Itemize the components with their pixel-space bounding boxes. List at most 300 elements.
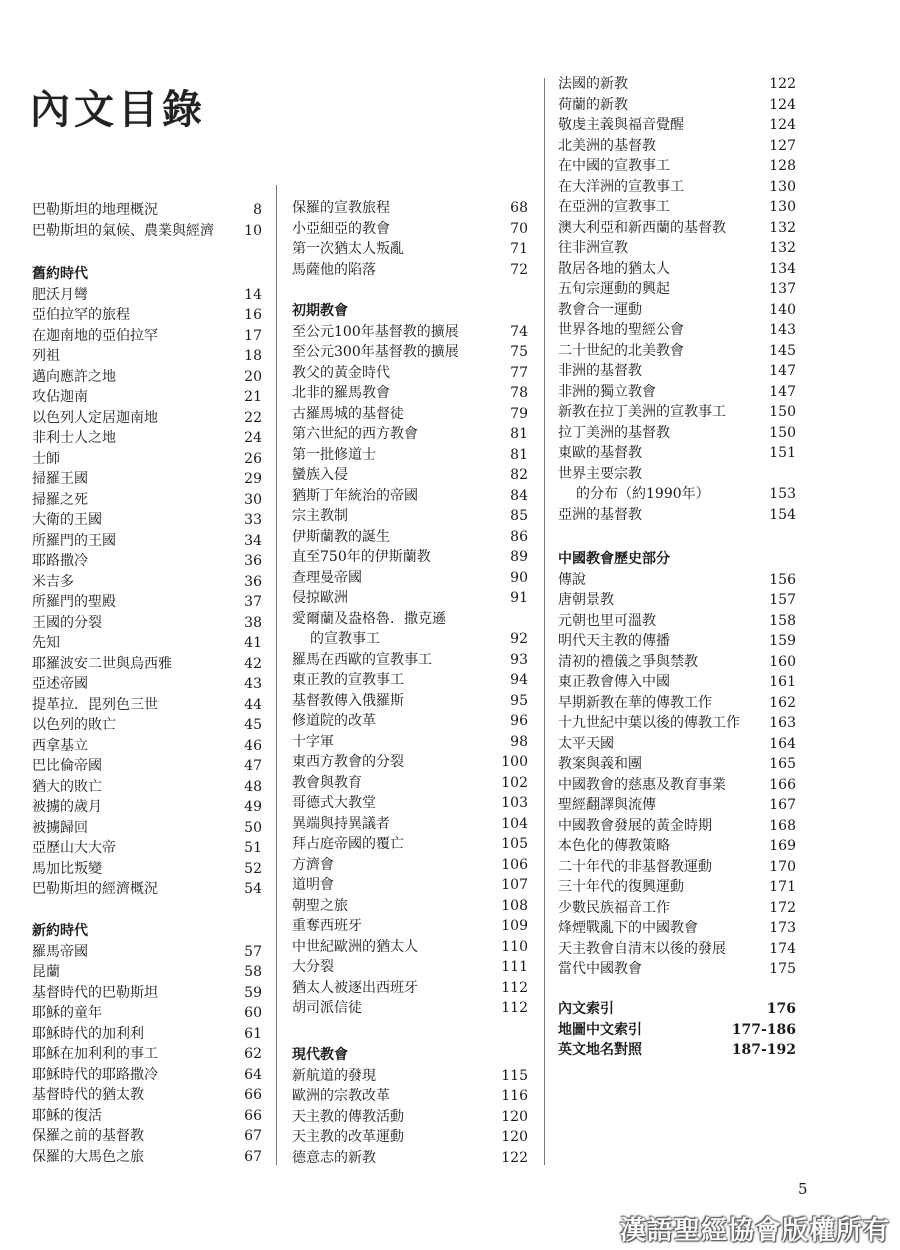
toc-entry-page: 77	[510, 365, 528, 381]
toc-entry-page: 103	[501, 795, 528, 811]
toc-entry-title: 所羅門的聖殿	[32, 594, 116, 610]
copyright-watermark: 漢語聖經協會版權所有	[619, 1216, 890, 1246]
toc-entry	[32, 367, 262, 387]
toc-entry-title: 至公元300年基督教的擴展	[292, 344, 459, 360]
toc-entry-page: 81	[510, 426, 528, 442]
toc-entry-title: 第六世紀的西方教會	[292, 426, 418, 442]
toc-entry	[32, 572, 262, 592]
toc-entry-title: 宗主教制	[292, 508, 348, 524]
toc-entry	[558, 939, 796, 959]
toc-entry-title: 清初的禮儀之爭與禁教	[558, 654, 698, 670]
toc-entry-page: 140	[769, 302, 796, 318]
toc-entry-title: 耶穌的復活	[32, 1108, 102, 1124]
toc-entry-page: 124	[769, 117, 796, 133]
toc-entry-page: 66	[244, 1108, 262, 1124]
toc-entry-title: 道明會	[292, 877, 334, 893]
toc-entry-title: 新教在拉丁美洲的宣教事工	[558, 404, 726, 420]
toc-entry-page: 41	[244, 635, 262, 651]
toc-entry-title: 耶穌在加利利的事工	[32, 1046, 158, 1062]
toc-entry	[292, 711, 528, 731]
toc-entry-title: 蠻族入侵	[292, 467, 348, 483]
toc-entry-page: 52	[244, 861, 262, 877]
toc-entry	[292, 445, 528, 465]
toc-entry	[32, 962, 262, 982]
toc-entry	[32, 326, 262, 346]
toc-entry	[558, 95, 796, 115]
toc-entry-title: 耶穌的童年	[32, 1005, 102, 1021]
toc-entry-page: 24	[244, 430, 262, 446]
toc-entry	[558, 218, 796, 238]
toc-entry-page: 154	[769, 507, 796, 523]
toc-entry	[32, 859, 262, 879]
toc-entry-title: 元朝也里可溫教	[558, 613, 656, 629]
toc-entry	[558, 816, 796, 836]
toc-entry	[292, 752, 528, 772]
toc-entry-page: 66	[244, 1087, 262, 1103]
toc-entry-title: 馬加比叛變	[32, 861, 102, 877]
toc-entry-page: 173	[769, 920, 796, 936]
toc-entry	[32, 305, 262, 325]
toc-entry-title: 保羅之前的基督教	[32, 1128, 144, 1144]
toc-entry	[32, 1044, 262, 1064]
section-heading: 新約時代	[32, 923, 88, 939]
toc-entry	[292, 322, 528, 342]
toc-entry-title: 古羅馬城的基督徒	[292, 406, 404, 422]
toc-entry-title: 德意志的新教	[292, 1150, 376, 1166]
toc-entry-page: 10	[244, 223, 262, 239]
toc-entry-title: 世界各地的聖經公會	[558, 322, 684, 338]
toc-entry-page: 95	[510, 693, 528, 709]
toc-entry	[292, 219, 528, 239]
toc-entry-title: 亞伯拉罕的旅程	[32, 307, 130, 323]
toc-entry-title: 西拿基立	[32, 738, 88, 754]
toc-entry-title: 亞洲的基督教	[558, 507, 642, 523]
toc-entry-page: 111	[501, 959, 528, 975]
toc-entry	[32, 221, 262, 241]
column-divider-left	[276, 185, 277, 1165]
toc-entry-page: 127	[769, 138, 796, 154]
toc-entry-title: 十九世紀中葉以後的傳教工作	[558, 715, 740, 731]
toc-entry	[558, 177, 796, 197]
toc-entry	[558, 1020, 796, 1040]
toc-entry-page: 67	[244, 1128, 262, 1144]
toc-entry	[292, 260, 528, 280]
toc-entry-title: 羅馬帝國	[32, 944, 88, 960]
toc-entry-page: 168	[769, 818, 796, 834]
toc-entry	[558, 959, 796, 979]
toc-entry-page: 50	[244, 820, 262, 836]
toc-entry-page: 92	[510, 631, 528, 647]
toc-entry-title: 非利士人之地	[32, 430, 116, 446]
toc-entry-page: 36	[244, 553, 262, 569]
toc-entry-page: 160	[769, 654, 796, 670]
toc-entry-page: 166	[769, 777, 796, 793]
toc-entry-title: 以色列的敗亡	[32, 717, 116, 733]
toc-entry	[558, 300, 796, 320]
toc-entry-page: 124	[769, 97, 796, 113]
toc-entry	[292, 896, 528, 916]
toc-entry-title: 法國的新教	[558, 76, 628, 92]
toc-entry-page: 47	[244, 758, 262, 774]
toc-entry-page: 60	[244, 1005, 262, 1021]
toc-entry-title: 耶羅波安二世與烏西雅	[32, 656, 172, 672]
toc-entry-page: 20	[244, 369, 262, 385]
toc-entry-title: 以色列人定居迦南地	[32, 410, 158, 426]
toc-entry-title: 修道院的改革	[292, 713, 376, 729]
toc-entry	[558, 611, 796, 631]
toc-entry	[558, 402, 796, 422]
toc-entry-title: 列祖	[32, 348, 60, 364]
toc-entry	[32, 797, 262, 817]
toc-entry-title: 羅馬在西歐的宣教事工	[292, 652, 432, 668]
toc-entry	[558, 713, 796, 733]
toc-entry	[558, 857, 796, 877]
toc-entry-page: 176	[766, 1001, 796, 1017]
toc-entry-title: 拉丁美洲的基督教	[558, 425, 670, 441]
toc-entry-page: 105	[501, 836, 528, 852]
column-divider-right	[544, 78, 545, 1165]
toc-entry	[558, 443, 796, 463]
toc-entry	[32, 1024, 262, 1044]
toc-entry-title: 教案與義和團	[558, 756, 642, 772]
toc-entry-title: 荷蘭的新教	[558, 97, 628, 113]
toc-entry-title: 東歐的基督教	[558, 445, 642, 461]
toc-entry-page: 89	[510, 549, 528, 565]
toc-entry-title: 世界主要宗教	[558, 466, 642, 482]
toc-entry-title: 提革拉．毘列色三世	[32, 697, 158, 713]
toc-entry-title: 在大洋洲的宣教事工	[558, 179, 684, 195]
toc-entry-page: 79	[510, 406, 528, 422]
toc-entry	[292, 732, 528, 752]
toc-entry-page: 112	[501, 1000, 528, 1016]
toc-entry	[558, 999, 796, 1019]
toc-entry	[32, 592, 262, 612]
toc-entry-page: 8	[253, 202, 262, 218]
toc-entry-title: 小亞細亞的教會	[292, 221, 390, 237]
toc-entry	[558, 754, 796, 774]
toc-entry-title: 非洲的獨立教會	[558, 384, 656, 400]
toc-entry	[32, 531, 262, 551]
toc-entry-title: 拜占庭帝國的覆亡	[292, 836, 404, 852]
toc-entry-title: 在亞洲的宣教事工	[558, 199, 670, 215]
toc-entry-title: 內文索引	[558, 1001, 614, 1017]
toc-entry-page: 74	[510, 324, 528, 340]
toc-entry-page: 57	[244, 944, 262, 960]
toc-entry-page: 75	[510, 344, 528, 360]
toc-entry-title: 保羅的宣教旅程	[292, 200, 390, 216]
toc-entry-page: 161	[769, 674, 796, 690]
toc-entry	[32, 387, 262, 407]
toc-entry-page: 14	[244, 287, 262, 303]
toc-entry-page: 134	[769, 261, 796, 277]
toc-entry	[558, 590, 796, 610]
page-number: 5	[798, 1180, 808, 1198]
toc-entry	[32, 756, 262, 776]
toc-entry-page: 177-186	[731, 1022, 796, 1038]
toc-entry	[558, 464, 796, 484]
toc-entry-page: 98	[510, 734, 528, 750]
toc-entry-title: 攻佔迦南	[32, 389, 88, 405]
toc-entry-page: 58	[244, 964, 262, 980]
toc-entry	[32, 818, 262, 838]
toc-entry	[558, 320, 796, 340]
toc-entry-title: 英文地名對照	[558, 1042, 642, 1058]
toc-entry-page: 187-192	[731, 1042, 796, 1058]
toc-entry	[558, 734, 796, 754]
toc-entry-title: 第一次猶太人叛亂	[292, 241, 404, 257]
toc-entry	[292, 383, 528, 403]
toc-entry-page: 106	[501, 857, 528, 873]
toc-entry	[32, 200, 262, 220]
toc-entry-title: 邁向應許之地	[32, 369, 116, 385]
toc-entry-page: 171	[769, 879, 796, 895]
toc-entry-page: 42	[244, 656, 262, 672]
toc-entry	[32, 449, 262, 469]
toc-entry	[558, 795, 796, 815]
toc-entry-title: 侵掠歐洲	[292, 590, 348, 606]
toc-entry-page: 174	[769, 941, 796, 957]
toc-entry-title: 天主教會自清末以後的發展	[558, 941, 726, 957]
toc-entry-page: 145	[769, 343, 796, 359]
toc-entry-page: 147	[769, 384, 796, 400]
toc-entry-title: 教會合一運動	[558, 302, 642, 318]
toc-entry-page: 82	[510, 467, 528, 483]
toc-entry	[558, 836, 796, 856]
toc-entry-title: 澳大利亞和新西蘭的基督教	[558, 220, 726, 236]
toc-entry-page: 159	[769, 633, 796, 649]
toc-entry	[558, 74, 796, 94]
toc-entry	[32, 408, 262, 428]
toc-entry-title: 地圖中文索引	[558, 1022, 642, 1038]
toc-entry-page: 100	[501, 754, 528, 770]
toc-entry-page: 143	[769, 322, 796, 338]
section-heading: 初期教會	[292, 303, 348, 319]
toc-entry-page: 175	[769, 961, 796, 977]
toc-entry-page: 122	[769, 76, 796, 92]
toc-entry-page: 85	[510, 508, 528, 524]
toc-entry-title: 教會與教育	[292, 775, 362, 791]
toc-entry	[32, 613, 262, 633]
toc-entry-page: 62	[244, 1046, 262, 1062]
toc-entry	[292, 609, 528, 629]
toc-entry-title: 肥沃月彎	[32, 287, 88, 303]
toc-entry-page: 64	[244, 1067, 262, 1083]
toc-entry-title: 明代天主教的傳播	[558, 633, 670, 649]
toc-entry-page: 46	[244, 738, 262, 754]
toc-entry-title: 米吉多	[32, 574, 74, 590]
toc-entry-page: 102	[501, 775, 528, 791]
toc-entry	[32, 633, 262, 653]
toc-entry-title: 耶穌時代的加利利	[32, 1026, 144, 1042]
toc-entry-title: 五旬宗運動的興起	[558, 281, 670, 297]
toc-entry-title: 中國教會發展的黃金時期	[558, 818, 712, 834]
toc-entry-title: 掃羅王國	[32, 471, 88, 487]
toc-entry	[292, 486, 528, 506]
toc-entry-title: 馬薩他的陷落	[292, 262, 376, 278]
toc-entry	[292, 465, 528, 485]
toc-entry-title: 傳說	[558, 572, 586, 588]
toc-entry-title: 太平天國	[558, 736, 614, 752]
toc-entry	[558, 877, 796, 897]
toc-entry	[558, 361, 796, 381]
toc-entry-page: 94	[510, 672, 528, 688]
toc-entry-page: 112	[501, 980, 528, 996]
toc-entry	[32, 346, 262, 366]
toc-entry	[32, 1126, 262, 1146]
toc-entry	[292, 424, 528, 444]
toc-entry-title: 二十年代的非基督教運動	[558, 859, 712, 875]
toc-entry	[558, 505, 796, 525]
toc-entry-title: 耶穌時代的耶路撒冷	[32, 1067, 158, 1083]
toc-entry-title: 烽煙戰亂下的中國教會	[558, 920, 698, 936]
page-title: 內文目錄	[30, 86, 206, 133]
section-heading: 現代教會	[292, 1047, 348, 1063]
toc-entry-page: 29	[244, 471, 262, 487]
toc-entry-title: 亞歷山大大帝	[32, 840, 116, 856]
toc-entry	[558, 484, 796, 504]
toc-entry-title: 耶路撒冷	[32, 553, 88, 569]
toc-entry-title: 方濟會	[292, 857, 334, 873]
toc-entry-title: 聖經翻譯與流傳	[558, 797, 656, 813]
toc-entry	[292, 670, 528, 690]
toc-entry-page: 130	[769, 199, 796, 215]
toc-entry	[558, 238, 796, 258]
toc-entry	[558, 115, 796, 135]
toc-entry-page: 120	[501, 1129, 528, 1145]
toc-entry-page: 151	[769, 445, 796, 461]
toc-entry	[32, 551, 262, 571]
toc-entry	[292, 834, 528, 854]
toc-entry-page: 122	[501, 1150, 528, 1166]
toc-entry-page: 91	[510, 590, 528, 606]
toc-entry-page: 110	[501, 939, 528, 955]
toc-entry-title: 愛爾蘭及盎格魯．撒克遜	[292, 611, 446, 627]
section-heading: 舊約時代	[32, 266, 88, 282]
toc-entry-title: 猶太人被逐出西班牙	[292, 980, 418, 996]
toc-entry-page: 169	[769, 838, 796, 854]
toc-entry-title: 往非洲宣教	[558, 240, 628, 256]
toc-entry-page: 147	[769, 363, 796, 379]
toc-entry	[292, 1086, 528, 1106]
toc-entry	[292, 957, 528, 977]
toc-entry	[32, 715, 262, 735]
toc-entry-title: 至公元100年基督教的擴展	[292, 324, 459, 340]
toc-entry	[292, 547, 528, 567]
toc-entry	[32, 838, 262, 858]
toc-entry-page: 70	[510, 221, 528, 237]
toc-entry-page: 157	[769, 592, 796, 608]
toc-entry-page: 130	[769, 179, 796, 195]
toc-entry-title: 昆蘭	[32, 964, 60, 980]
toc-entry-title: 所羅門的王國	[32, 533, 116, 549]
toc-entry	[558, 423, 796, 443]
toc-entry-page: 84	[510, 488, 528, 504]
toc-entry-title: 二十世紀的北美教會	[558, 343, 684, 359]
toc-entry-title: 巴勒斯坦的地理概況	[32, 202, 158, 218]
toc-entry	[292, 629, 528, 649]
toc-entry-page: 158	[769, 613, 796, 629]
toc-entry	[558, 652, 796, 672]
toc-entry-title: 直至750年的伊斯蘭教	[292, 549, 431, 565]
toc-entry-title: 當代中國教會	[558, 961, 642, 977]
toc-entry	[32, 1147, 262, 1167]
toc-entry	[32, 695, 262, 715]
toc-entry	[558, 382, 796, 402]
toc-entry	[292, 793, 528, 813]
toc-entry-title: 哥德式大教堂	[292, 795, 376, 811]
toc-entry	[292, 342, 528, 362]
toc-entry	[292, 363, 528, 383]
toc-entry	[558, 197, 796, 217]
toc-entry-title: 巴勒斯坦的氣候、農業與經濟	[32, 223, 214, 239]
toc-entry-title: 王國的分裂	[32, 615, 102, 631]
toc-entry-title: 基督教傳入俄羅斯	[292, 693, 404, 709]
toc-entry	[292, 527, 528, 547]
toc-entry-title: 查理曼帝國	[292, 570, 362, 586]
toc-entry-title: 巴勒斯坦的經濟概況	[32, 881, 158, 897]
toc-entry	[292, 1148, 528, 1168]
toc-entry-title: 東西方教會的分裂	[292, 754, 404, 770]
toc-entry	[292, 1107, 528, 1127]
toc-entry	[292, 814, 528, 834]
toc-entry-page: 165	[769, 756, 796, 772]
toc-entry-page: 17	[244, 328, 262, 344]
toc-entry-page: 45	[244, 717, 262, 733]
toc-entry-title: 猶大的敗亡	[32, 779, 102, 795]
toc-entry	[292, 978, 528, 998]
toc-entry-title: 重奪西班牙	[292, 918, 362, 934]
toc-entry-title: 東正教的宣教事工	[292, 672, 404, 688]
toc-entry-title: 第一批修道士	[292, 447, 376, 463]
toc-entry-title: 散居各地的猶太人	[558, 261, 670, 277]
toc-entry-page: 78	[510, 385, 528, 401]
toc-entry	[292, 650, 528, 670]
toc-entry	[32, 510, 262, 530]
toc-entry-page: 170	[769, 859, 796, 875]
toc-entry-page: 172	[769, 900, 796, 916]
toc-entry-page: 18	[244, 348, 262, 364]
toc-entry-title: 唐朝景教	[558, 592, 614, 608]
toc-entry	[292, 875, 528, 895]
toc-entry	[558, 570, 796, 590]
toc-entry-title: 北非的羅馬教會	[292, 385, 390, 401]
toc-entry	[558, 672, 796, 692]
toc-entry-page: 71	[510, 241, 528, 257]
toc-entry-page: 37	[244, 594, 262, 610]
toc-entry-title: 的分布（約1990年）	[576, 486, 710, 502]
toc-entry	[32, 879, 262, 899]
toc-entry	[32, 490, 262, 510]
toc-entry	[32, 1085, 262, 1105]
toc-entry	[292, 773, 528, 793]
toc-entry	[292, 1066, 528, 1086]
toc-entry-title: 三十年代的復興運動	[558, 879, 684, 895]
toc-entry-page: 115	[501, 1068, 528, 1084]
toc-entry-title: 異端與持異議者	[292, 816, 390, 832]
toc-entry	[32, 777, 262, 797]
toc-entry	[558, 898, 796, 918]
toc-entry-title: 亞述帝國	[32, 676, 88, 692]
toc-entry	[558, 693, 796, 713]
toc-entry-title: 教父的黃金時代	[292, 365, 390, 381]
toc-entry-page: 153	[769, 486, 796, 502]
toc-entry	[292, 198, 528, 218]
toc-entry-page: 16	[244, 307, 262, 323]
toc-entry	[558, 136, 796, 156]
toc-entry-title: 十字軍	[292, 734, 334, 750]
toc-entry-title: 北美洲的基督教	[558, 138, 656, 154]
toc-entry-title: 非洲的基督教	[558, 363, 642, 379]
